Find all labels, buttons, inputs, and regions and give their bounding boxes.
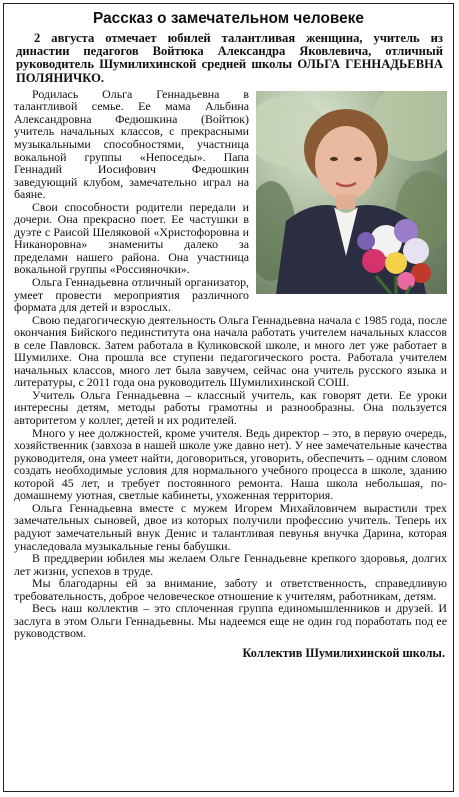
paragraph: Свою педагогическую деятельность Ольга Геннадьевна начала с 1985 года, после окончания Бийского пединститута она начала работать учителем начальных классов в селе Павловск. Затем работала в Куликовской школе, и много лет уже работает в Шумилихе. Она прошла все ступени педагогического роста. Работала учителем начальных классов, много лет была завучем, сейчас она учитель русского языка и литературы, с 2011 года она руководитель Шумилихинской СОШ.	[14, 312, 447, 390]
article-body	[14, 88, 447, 640]
portrait-illustration	[256, 91, 447, 294]
paragraph: Мы благодарны ей за внимание, заботу и ответственность, справедливую требовательность, доброе человеческое отношение к учителям, работникам, детям.	[14, 576, 447, 603]
paragraph: Учитель Ольга Геннадьевна – классный учитель, как говорят дети. Ее уроки интересны детям, методы работы грамотны и разнообразны. Она пользуется авторитетом у коллег, детей и их родителей.	[14, 387, 447, 428]
article-lead: 2 августа отмечает юбилей талантливая женщина, учитель из династии педагогов Войтюка Александра Яковлевича, отличный руководитель Шумилихинской средней школы ОЛЬГА ГЕННАДЬЕВНА ПОЛЯНИЧКО.	[16, 31, 443, 85]
portrait-photo	[256, 91, 447, 294]
article	[3, 3, 454, 792]
paragraph: В преддверии юбилея мы желаем Ольге Геннадьевне крепкого здоровья, долгих лет жизни, успехов в труде.	[14, 551, 447, 578]
paragraph: Ольга Геннадьевна вместе с мужем Игорем Михайловичем вырастили трех замечательных сыновей, двое из которых получили профессию учитель. Теперь их радуют замечательный внук Денис и талантливая певунья внучка Дарина, которая унаследовала музыкальные гены бабушки.	[14, 500, 447, 553]
paragraph: Много у нее должностей, кроме учителя. Ведь директор – это, в первую очередь, хозяйственник (завхоза в нашей школе уже давно нет). У нее замечательные качества руководителя, она умеет найти, договориться, уговорить, обеспечить – одним словом создать необходимые условия для нормального учебного процесса в школе, зданию которой 45 лет, и требует постоянного ремонта. Наша школа небольшая, по-домашнему уютная, светлые кабинеты, ухоженная территория.	[14, 425, 447, 503]
paragraph: Ольга Геннадьевна отличный организатор, умеет провести мероприятия различного формата для детей и взрослых.	[14, 275, 249, 315]
signature: Коллектив Шумилихинской школы.	[242, 645, 445, 660]
article-title: Рассказ о замечательном человеке	[93, 10, 364, 27]
paragraph: Родилась Ольга Геннадьевна в талантливой семье. Ее мама Альбина Александровна Федюшкина (Войтюк) учитель начальных классов, с прекрасными музыкальными способностями, участница вокальной группы «Непоседы». Папа Геннадий Иосифович Федюшкин заведующий клубом, замечательно играл на баяне.	[14, 86, 249, 202]
paragraph: Свои способности родители передали и дочери. Она прекрасно поет. Ее частушки в дуэте с Раисой Шеляковой «Христофоровна и Никаноровна» знамениты далеко за пределами нашего района. Она участница вокальной группы «Россияночки».	[14, 199, 249, 277]
paragraph: Весь наш коллектив – это сплоченная группа единомышленников и друзей. И заслуга в этом Ольги Геннадьевны. Мы надеемся еще не один год поработать под ее руководством.	[14, 601, 447, 641]
